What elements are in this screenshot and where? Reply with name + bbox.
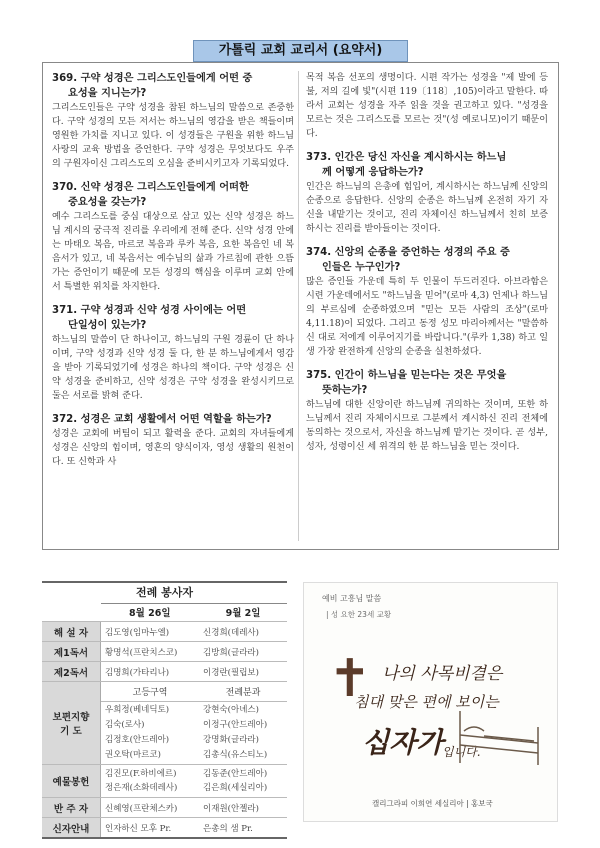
table-cell: 김명희(가타리나) [101,662,200,682]
group-header: 전례분과 [199,682,287,702]
calligraphy-line: 침대 맞은 편에 보이는 [354,693,499,711]
question-369: 369. 구약 성경은 그리스도인들에게 어떤 중 요성을 지니는가? [52,73,253,99]
poster-subheading: | 성 요한 23세 교황 [326,610,392,619]
question-371: 371. 구약 성경과 신약 성경 사이에는 어떤 단일성이 있는가? [52,305,247,331]
answer-370: 예수 그리스도를 중심 대상으로 삼고 있는 신약 성경은 하느님 계시의 궁극적 진리를 우리에게 전해 준다. 신약 성경 안에는 마태오 복음, 마르코 복음과 루카 복음, 요한 복음인 네 복음서가 있고, 네 복음서는 예수님의 삶과 가르침에 관한 으뜸가는 증언이기 때문에 모든 성경의 핵심을 이루며 교회 안에서 특별한 위치를 차지한다. [52,212,294,292]
table-cell: 신경희(데레사) [199,622,287,642]
table-row [42,622,287,642]
row-label: 해 설 자 [42,622,101,642]
answer-373: 인간은 하느님의 은총에 힘입어, 계시하시는 하느님께 신앙의 순종으로 응답한다. 신앙의 순종은 하느님께 온전히 자기 자신을 내맡기는 것이고, 진리 자체이신 하느님께서 친히 보증하시는 진리를 받아들이는 것이다. [306,182,548,234]
table-cell: 김도영(임마누엘) [101,622,200,642]
cross-icon: ✝ [328,649,372,709]
page-title: 가톨릭 교회 교리서 (요약서) [193,40,408,62]
servers-title: 전례 봉사자 [42,581,287,604]
row-label: 예물봉헌 [42,765,101,798]
question-374: 374. 신앙의 순종을 증언하는 성경의 주요 증 인들은 누구인가? [306,247,510,273]
calligraphy-line: 나의 사목비결은 [382,664,503,684]
answer-372-continued: 목적 복음 선포의 생명이다. 시편 작가는 성경을 "제 발에 등불, 저의 길에 빛"(시편 119〔118〕,105)이라고 말한다. 따라서 교회는 성경을 자주 읽을 것을 권고하고 있다. "성경을 모르는 것은 그리스도를 모르는 것"(성 예로니모)이기 때문이다. [306,73,548,139]
question-372: 372. 성경은 교회 생활에서 어떤 역할을 하는가? [52,414,272,425]
table-cell: 은총의 샘 Pr. [199,818,287,839]
table-cell: 김진모(F.하비에르) 정은재(소화데레사) [101,765,200,798]
calligraphy-line: 입니다. [442,745,481,759]
answer-369: 그리스도인들은 구약 성경을 참된 하느님의 말씀으로 존중한다. 구약 성경의 모든 저서는 하느님의 영감을 받은 책들이며 영원한 가치를 지니고 있다. 이 성경들은 구원을 위한 하느님 사랑의 교육 방법을 증언한다. 구약 성경은 무엇보다도 우주의 구원자이신 그리스도의 오심을 준비시키고자 기록되었다. [52,103,294,169]
question-370: 370. 신약 성경은 그리스도인들에게 어떠한 중요성을 갖는가? [52,182,249,208]
calligraphy-line: 십자가 [362,726,444,759]
catechism-box [42,62,559,550]
row-label: 보편지향 기 도 [42,682,101,765]
table-cell: 김동준(안드레아) 김은희(세실리아) [199,765,287,798]
table-cell: 우희정(베네딕토) 김숙(로사) 김정호(안드레아) 권오탁(마르코) [101,702,200,765]
servers-table [42,602,287,839]
answer-374: 많은 증인들 가운데 특히 두 인물이 두드러진다. 아브라함은 시련 가운데에서도 "하느님을 믿어"(로마 4,3) 언제나 하느님의 부르심에 순종하였으며 "믿는 모든 사람의 조상"(로마 4,11.18)이 되었다. 그리고 동정 성모 마리아께서는 "말씀하신 대로 저에게 이루어지기를 바랍니다."(루카 1,38) 하고 일생 가장 완전하게 신앙의 순종을 실천하셨다. [306,277,548,357]
column-divider [298,71,299,541]
bed-icon [454,701,544,771]
row-label: 반 주 자 [42,798,101,818]
table-cell: 이재원(안젤라) [199,798,287,818]
table-row [42,662,287,682]
poster-credit: 캘리그라피 이희연 세실리아 | 홍보국 [372,799,493,808]
answer-372: 성경은 교회에 버팀이 되고 활력을 준다. 교회의 자녀들에게 성경은 신앙의 힘이며, 영혼의 양식이자, 영성 생활의 원천이다. 또 신학과 사 [52,429,294,467]
table-row [42,602,287,622]
table-cell: 이경란(필립보) [199,662,287,682]
group-header: 고등구역 [101,682,200,702]
table-row [42,818,287,839]
table-row [42,765,287,798]
table-cell: 김방희(글라라) [199,642,287,662]
answer-375: 하느님에 대한 신앙이란 하느님께 귀의하는 것이며, 또한 하느님께서 진리 자체이시므로 그분께서 계시하신 진리 전체에 동의하는 것으로서, 자신을 하느님께 맡기는 것이다. 곧 성부, 성자, 성령이신 세 위격의 한 분 하느님을 믿는 것이다. [306,400,548,452]
table-cell: 인자하신 모후 Pr. [101,818,200,839]
table-cell: 신혜영(프란체스카) [101,798,200,818]
catechism-right-column [306,71,548,463]
row-label: 신자안내 [42,818,101,839]
table-cell: 황명석(프란치스코) [101,642,200,662]
poster-heading: 예비 고흥님 말씀 [322,594,382,603]
table-row [42,642,287,662]
catechism-left-column [52,71,294,478]
answer-371: 하느님의 말씀이 단 하나이고, 하느님의 구원 경륜이 단 하나이며, 구약 성경과 신약 성경 둘 다, 한 분 하느님에게서 영감을 받아 기록되었기에 성경은 하나의 책이다. 구약 성경은 신약 성경을 준비하고, 신약 성경은 구약 성경을 완성시키므로 둘은 서로를 밝혀 준다. [52,335,294,401]
question-375: 375. 인간이 하느님을 믿는다는 것은 무엇을 뜻하는가? [306,370,507,396]
date-header: 8월 26일 [101,602,200,622]
table-row [42,682,287,702]
row-label: 제1독서 [42,642,101,662]
row-label: 제2독서 [42,662,101,682]
table-cell: 강현숙(아녜스) 이정구(안드레아) 강명화(글라라) 김총식(유스티노) [199,702,287,765]
table-row [42,798,287,818]
calligraphy-poster [303,582,558,822]
date-header: 9월 2일 [199,602,287,622]
question-373: 373. 인간은 당신 자신을 계시하시는 하느님 께 어떻게 응답하는가? [306,152,507,178]
